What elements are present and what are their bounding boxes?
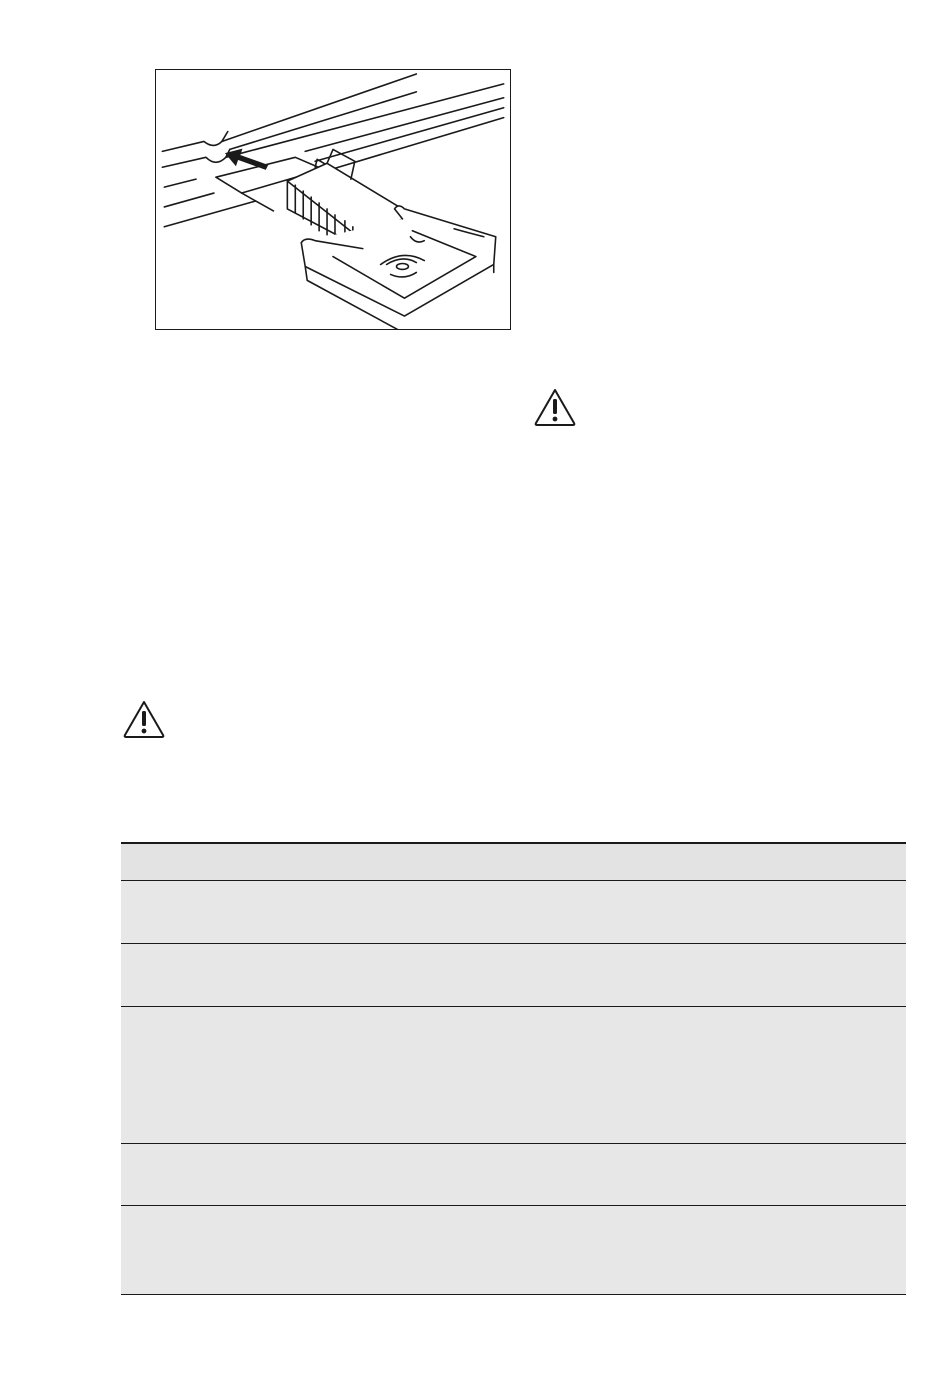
drain-tray-drawing xyxy=(156,70,510,329)
warning-triangle-icon xyxy=(122,699,166,739)
data-table xyxy=(121,842,906,1295)
warning-triangle-icon xyxy=(533,387,577,427)
table-row xyxy=(121,1206,906,1295)
drain-tray-illustration xyxy=(155,69,511,330)
table-row xyxy=(121,1144,906,1206)
table-header-row xyxy=(121,842,906,881)
table-row xyxy=(121,881,906,944)
table-row xyxy=(121,1007,906,1144)
table-row xyxy=(121,944,906,1007)
